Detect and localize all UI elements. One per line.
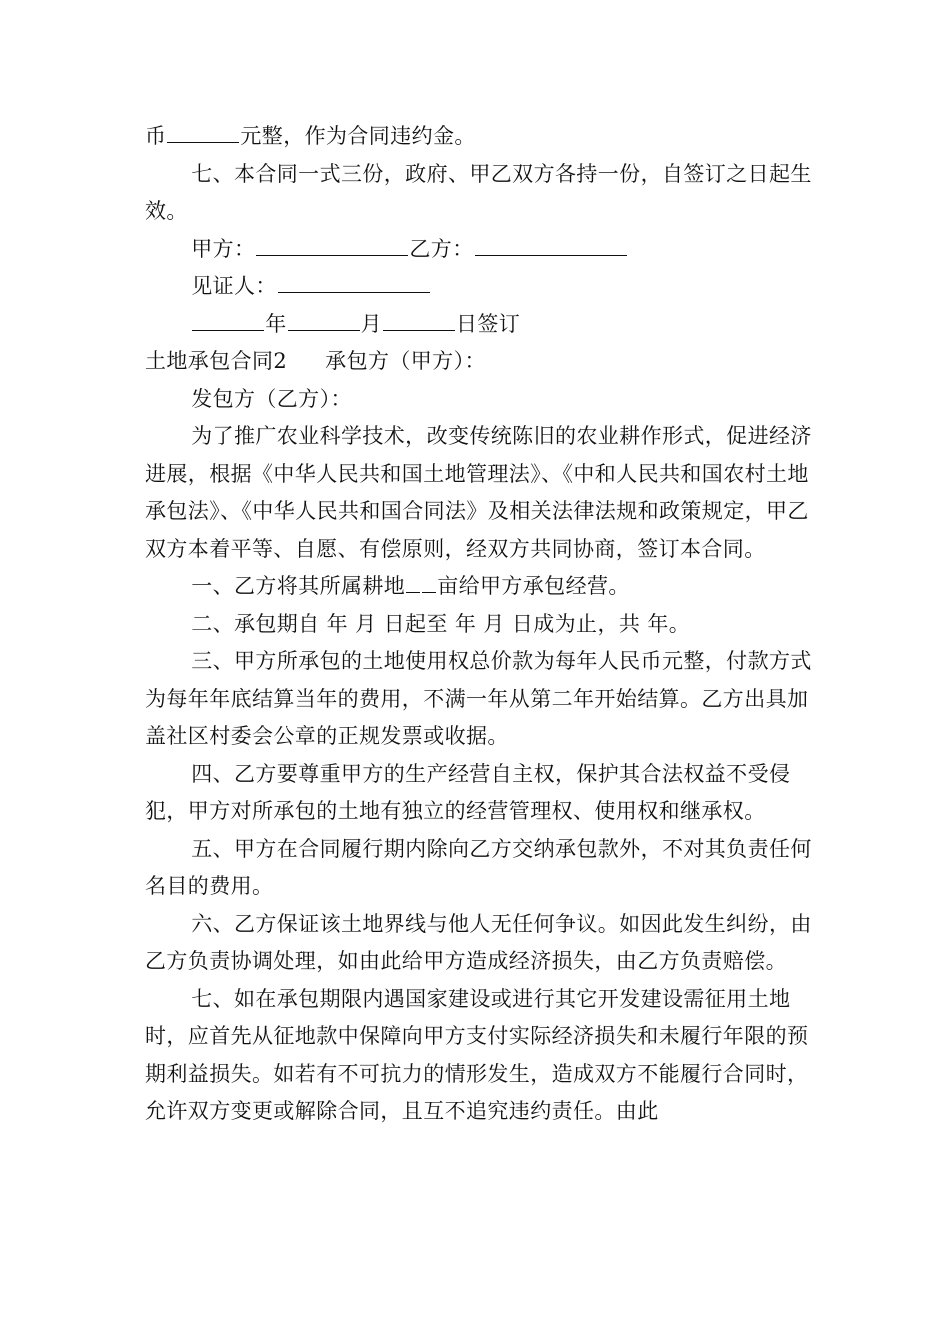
area-blank-2 [422, 570, 436, 593]
clause-1-prefix: 一、乙方将其所属耕地 [191, 574, 406, 598]
clause-6: 六、乙方保证该土地界线与他人无任何争议。如因此发生纠纷，由乙方负责协调处理，如由此给甲方造成经济损失，由乙方负责赔偿。 [145, 911, 812, 973]
contract-2-header [145, 343, 813, 381]
party-signature-line [145, 231, 813, 269]
month-label: 月 [360, 311, 382, 336]
witness-line [145, 268, 813, 306]
party-a-label: 甲方： [191, 236, 256, 261]
clause-7: 七、如在承包期限内遇国家建设或进行其它开发建设需征用土地时，应首先从征地款中保障向甲方支付实际经济损失和未履行年限的预期利益损失。如若有不可抗力的情形发生，造成双方不能履行合同时，允许双方变更或解除合同，且互不追究违约责任。由此 [145, 986, 809, 1123]
sign-date-line [145, 306, 813, 344]
preamble-paragraph: 为了推广农业科学技术，改变传统陈旧的农业耕作形式，促进经济进展，根据《中华人民共和国土地管理法》、《中和人民共和国农村土地承包法》、《中华人民共和国合同法》及相关法律法规和政策规定，甲乙双方本着平等、自愿、有偿原则，经双方共同协商，签订本合同。 [145, 424, 812, 561]
year-label: 年 [265, 311, 287, 336]
party-b-label: 乙方： [409, 236, 474, 261]
contract-2-title: 土地承包合同2 [145, 349, 288, 373]
clause-1-suffix: 亩给甲方承包经营。 [437, 574, 630, 598]
clause-3: 三、甲方所承包的土地使用权总价款为每年人民币元整，付款方式为每年年底结算当年的费用，不满一年从第二年开始结算。乙方出具加盖社区村委会公章的正规发票或收据。 [145, 649, 812, 748]
penalty-amount-blank [167, 120, 239, 143]
contractor-label: 承包方（甲方）： [325, 349, 486, 373]
witness-label: 见证人： [191, 274, 277, 298]
day-blank [383, 307, 455, 330]
area-blank-1 [406, 570, 420, 593]
month-blank [288, 307, 360, 330]
party-a-blank [256, 232, 408, 255]
party-b-blank [475, 232, 627, 255]
clause-1 [145, 568, 813, 606]
clause-5: 五、甲方在合同履行期内除向乙方交纳承包款外，不对其负责任何名目的费用。 [145, 836, 812, 898]
day-sign-label: 日签订 [456, 311, 521, 336]
penalty-suffix: 元整，作为合同违约金。 [240, 124, 476, 148]
clause-4: 四、乙方要尊重甲方的生产经营自主权，保护其合法权益不受侵犯，甲方对所承包的土地有独立的经营管理权、使用权和继承权。 [145, 761, 791, 823]
contract-text [145, 118, 813, 1131]
issuer-label: 发包方（乙方）： [191, 386, 352, 411]
penalty-line [145, 118, 813, 156]
clause-2: 二、承包期自 年 月 日起至 年 月 日成为止，共 年。 [191, 611, 691, 636]
clause-7-first: 七、本合同一式三份，政府、甲乙双方各持一份，自签订之日起生效。 [145, 161, 812, 223]
witness-blank [278, 270, 430, 293]
year-blank [192, 307, 264, 330]
penalty-prefix: 币 [145, 124, 167, 148]
